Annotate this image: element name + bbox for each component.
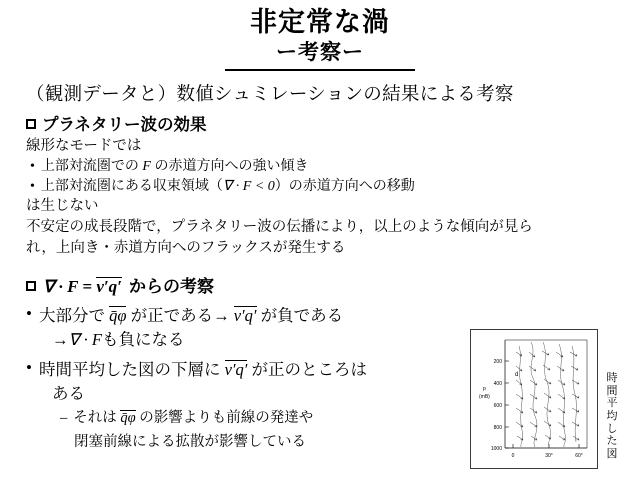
item-line2: ある (52, 384, 85, 404)
y-tick-400: 400 (493, 381, 502, 387)
y-tick-600: 600 (493, 403, 502, 409)
list-item-text (41, 158, 309, 177)
list-item-text-pre: 上部対流圏での (40, 158, 143, 174)
inline-math-overline: v′q′ (233, 306, 257, 326)
y-tick-200: 200 (493, 359, 502, 365)
dash-bullet-icon: – (60, 410, 68, 427)
section1-intro: 線形なモードでは (26, 138, 142, 155)
list-item (26, 304, 620, 328)
section2-heading-math (43, 277, 122, 297)
list-item-text (39, 358, 367, 382)
lead-text: （観測データと）数値シュミレーションの結果による考察 (26, 85, 514, 105)
dot-bullet-icon: • (26, 358, 32, 378)
section2-heading (26, 272, 620, 297)
list-item-text-post: の赤道方向への強い傾き (150, 158, 309, 174)
section1-heading-label: プラネタリー波の効果 (42, 115, 207, 135)
item-text-post: が正のところは (247, 360, 367, 380)
section2-heading-label: からの考察 (128, 277, 214, 297)
list-item-text-pre: 上部対流圏にある収束領域（ (40, 178, 223, 194)
list-item (30, 178, 620, 197)
inline-math-overline: q̄φ (109, 306, 127, 326)
x-tick-30: 30° (545, 453, 553, 459)
page-subtitle: ー考察ー (276, 40, 364, 65)
y-axis-label-p: p (483, 386, 486, 392)
square-bullet-icon (26, 119, 36, 129)
arrow-glyph: → (52, 330, 69, 350)
title-block (0, 0, 640, 71)
inline-math: ∇ · F < 0 (222, 178, 275, 194)
inline-math: F (142, 158, 151, 174)
list-item-text (41, 178, 415, 197)
y-tick-1000: 1000 (490, 446, 502, 452)
panel-label-d: d (515, 372, 519, 378)
section2-math-lhs: ∇ · F = (43, 277, 93, 297)
figure-caption: 時間平均した図 (606, 372, 618, 460)
section1-paragraph-line2: れ，上向き・赤道方向へのフラックスが発生する (26, 239, 346, 256)
square-bullet-icon (26, 281, 36, 291)
section2-math-overline: v′q′ (96, 277, 122, 297)
sub-list-item-text (73, 408, 313, 429)
continuation-text: も負になる (102, 330, 185, 350)
item-text-pre: 大部分で (38, 306, 110, 326)
dot-bullet-icon: • (30, 158, 35, 174)
inline-math: ∇ · F (68, 330, 102, 350)
section1-after: は生じない (26, 198, 99, 215)
figure-plot (471, 330, 597, 468)
list-item-text-post: ）の赤道方向への移動 (274, 178, 415, 194)
list-item-text (39, 304, 343, 328)
inline-math-overline: q̄φ (120, 410, 136, 427)
y-tick-800: 800 (493, 425, 502, 431)
figure-panel (470, 329, 598, 469)
section1-heading (26, 111, 620, 135)
section1-paragraph-line1: 不安定の成長段階で，プラネタリー波の伝播により，以上のような傾向が見ら (26, 219, 533, 236)
title-underline (225, 69, 415, 71)
x-tick-0: 0 (511, 453, 515, 459)
y-axis-label-mb: (mB) (479, 394, 490, 400)
page-title: 非定常な渦 (250, 7, 390, 37)
dot-bullet-icon: • (26, 304, 32, 324)
x-tick-60: 60° (575, 453, 583, 459)
item-text-pre: 時間平均した図の下層に (38, 360, 225, 380)
sub-text-pre: それは (73, 410, 121, 427)
item-text-post: が負である (256, 306, 344, 326)
sub-text-line2: 閉塞前線による拡散が影響している (74, 434, 306, 451)
inline-math-overline: v′q′ (224, 360, 248, 380)
item-text-mid: が正である→ (126, 306, 234, 326)
sub-text-post: の影響よりも前線の発達や (135, 410, 314, 427)
dot-bullet-icon: • (30, 178, 35, 194)
list-item (30, 158, 620, 177)
